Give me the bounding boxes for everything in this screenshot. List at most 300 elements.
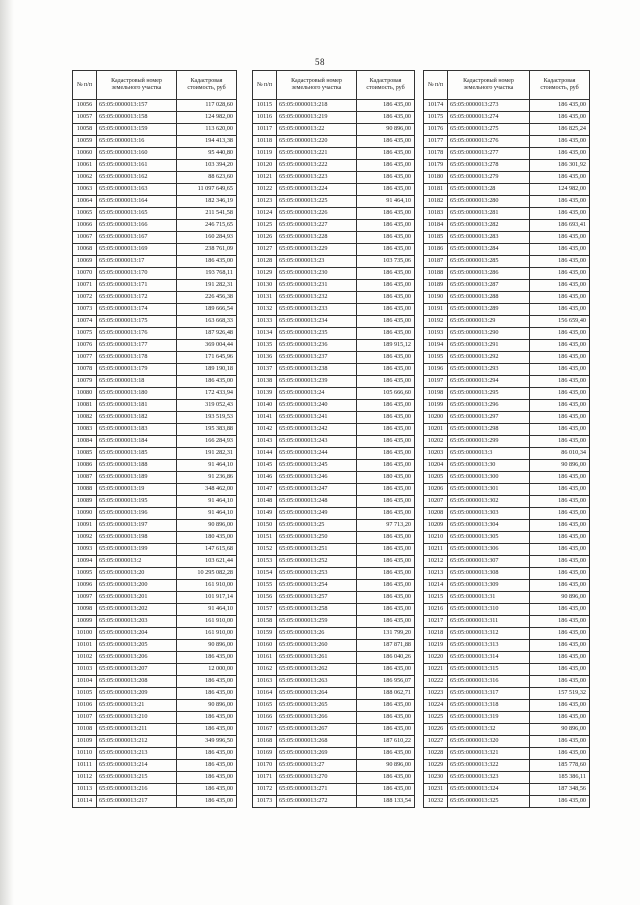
cadastral-value: 186 435,00: [357, 304, 415, 316]
cadastral-value: 189 190,18: [177, 364, 237, 376]
table-row: [424, 532, 590, 544]
cadastral-value: 186 435,00: [530, 664, 590, 676]
row-number: 10113: [73, 784, 97, 796]
cadastral-number: 65:05:0000013:227: [277, 220, 357, 232]
row-number: 10087: [73, 472, 97, 484]
row-number: 10157: [253, 604, 277, 616]
table-row: [424, 304, 590, 316]
table-row: [253, 196, 415, 208]
cadastral-value: 187 871,88: [357, 640, 415, 652]
header-cadastral-value: Кадастровая стоимость, руб: [530, 71, 590, 100]
table-row: [73, 136, 237, 148]
cadastral-number: 65:05:0000013:217: [97, 796, 177, 808]
cadastral-value: 186 435,00: [177, 712, 237, 724]
cadastral-number: 65:05:0000013:183: [97, 424, 177, 436]
cadastral-number: 65:05:0000013:231: [277, 280, 357, 292]
table-row: [73, 340, 237, 352]
cadastral-value: 101 917,14: [177, 592, 237, 604]
row-number: 10212: [424, 556, 448, 568]
cadastral-number: 65:05:0000013:295: [448, 388, 530, 400]
cadastral-number: 65:05:0000013:165: [97, 208, 177, 220]
row-number: 10083: [73, 424, 97, 436]
row-number: 10117: [253, 124, 277, 136]
row-number: 10057: [73, 112, 97, 124]
row-number: 10171: [253, 772, 277, 784]
cadastral-value: 186 435,00: [177, 724, 237, 736]
row-number: 10133: [253, 316, 277, 328]
row-number: 10071: [73, 280, 97, 292]
table-row: [253, 700, 415, 712]
table-row: [424, 208, 590, 220]
row-number: 10158: [253, 616, 277, 628]
row-number: 10105: [73, 688, 97, 700]
table-row: [424, 580, 590, 592]
cadastral-value: 163 668,33: [177, 316, 237, 328]
row-number: 10136: [253, 352, 277, 364]
cadastral-value: 186 435,00: [357, 148, 415, 160]
cadastral-value: 186 435,00: [357, 136, 415, 148]
table-row: [253, 544, 415, 556]
row-number: 10165: [253, 700, 277, 712]
cadastral-value: 90 896,00: [177, 640, 237, 652]
row-number: 10183: [424, 208, 448, 220]
row-number: 10224: [424, 700, 448, 712]
row-number: 10154: [253, 568, 277, 580]
cadastral-number: 65:05:0000013:159: [97, 124, 177, 136]
row-number: 10181: [424, 184, 448, 196]
cadastral-number: 65:05:0000013:324: [448, 784, 530, 796]
cadastral-number: 65:05:0000013:19: [97, 484, 177, 496]
cadastral-value: 186 435,00: [530, 580, 590, 592]
cadastral-value: 186 435,00: [530, 232, 590, 244]
cadastral-number: 65:05:0000013:24: [277, 388, 357, 400]
cadastral-number: 65:05:0000013:248: [277, 496, 357, 508]
table-row: [73, 652, 237, 664]
cadastral-number: 65:05:0000013:319: [448, 712, 530, 724]
table-row: [253, 640, 415, 652]
table-row: [73, 544, 237, 556]
cadastral-value: 12 000,00: [177, 664, 237, 676]
table-row: [424, 724, 590, 736]
table-row: [73, 124, 237, 136]
row-number: 10147: [253, 484, 277, 496]
table-row: [253, 460, 415, 472]
cadastral-value: 186 435,00: [530, 604, 590, 616]
table-row: [424, 376, 590, 388]
row-number: 10179: [424, 160, 448, 172]
row-number: 10150: [253, 520, 277, 532]
table-row: [253, 292, 415, 304]
table-row: [424, 352, 590, 364]
cadastral-number: 65:05:0000013:166: [97, 220, 177, 232]
cadastral-number: 65:05:0000013:275: [448, 124, 530, 136]
cadastral-value: 95 440,80: [177, 148, 237, 160]
cadastral-number: 65:05:0000013:20: [97, 568, 177, 580]
cadastral-value: 186 435,00: [530, 532, 590, 544]
table-row: [424, 184, 590, 196]
table-header-row: [73, 71, 237, 100]
cadastral-number: 65:05:0000013:3: [448, 448, 530, 460]
cadastral-number: 65:05:0000013:283: [448, 232, 530, 244]
cadastral-number: 65:05:0000013:289: [448, 304, 530, 316]
row-number: 10132: [253, 304, 277, 316]
cadastral-value: 186 435,00: [530, 508, 590, 520]
cadastral-number: 65:05:0000013:17: [97, 256, 177, 268]
table-row: [253, 628, 415, 640]
row-number: 10112: [73, 772, 97, 784]
row-number: 10166: [253, 712, 277, 724]
cadastral-number: 65:05:0000013:202: [97, 604, 177, 616]
row-number: 10064: [73, 196, 97, 208]
cadastral-number: 65:05:0000013:318: [448, 700, 530, 712]
table-row: [424, 400, 590, 412]
cadastral-value: 186 435,00: [530, 304, 590, 316]
table-row: [73, 496, 237, 508]
cadastral-value: 186 435,00: [530, 700, 590, 712]
table-row: [424, 172, 590, 184]
cadastral-value: 186 435,00: [530, 568, 590, 580]
table-row: [253, 688, 415, 700]
row-number: 10146: [253, 472, 277, 484]
cadastral-value: 186 435,00: [177, 688, 237, 700]
cadastral-number: 65:05:0000013:314: [448, 652, 530, 664]
table-row: [424, 292, 590, 304]
row-number: 10098: [73, 604, 97, 616]
cadastral-value: 180 435,00: [357, 472, 415, 484]
cadastral-number: 65:05:0000013:229: [277, 244, 357, 256]
row-number: 10075: [73, 328, 97, 340]
row-number: 10079: [73, 376, 97, 388]
cadastral-table-right: [423, 70, 590, 808]
row-number: 10162: [253, 664, 277, 676]
cadastral-value: 186 435,00: [177, 748, 237, 760]
table-row: [424, 784, 590, 796]
row-number: 10202: [424, 436, 448, 448]
cadastral-number: 65:05:0000013:238: [277, 364, 357, 376]
table-row: [424, 160, 590, 172]
row-number: 10068: [73, 244, 97, 256]
cadastral-number: 65:05:0000013:23: [277, 256, 357, 268]
table-row: [253, 592, 415, 604]
cadastral-value: 91 236,86: [177, 472, 237, 484]
row-number: 10174: [424, 100, 448, 112]
cadastral-number: 65:05:0000013:207: [97, 664, 177, 676]
cadastral-value: 186 435,00: [357, 244, 415, 256]
cadastral-number: 65:05:0000013:158: [97, 112, 177, 124]
cadastral-number: 65:05:0000013:288: [448, 292, 530, 304]
cadastral-value: 91 464,10: [177, 460, 237, 472]
cadastral-number: 65:05:0000013:263: [277, 676, 357, 688]
cadastral-value: 186 435,00: [530, 292, 590, 304]
row-number: 10192: [424, 316, 448, 328]
row-number: 10172: [253, 784, 277, 796]
cadastral-value: 124 982,00: [530, 184, 590, 196]
cadastral-value: 187 610,22: [357, 736, 415, 748]
row-number: 10215: [424, 592, 448, 604]
cadastral-value: 186 435,00: [530, 520, 590, 532]
row-number: 10080: [73, 388, 97, 400]
cadastral-value: 186 693,41: [530, 220, 590, 232]
table-row: [424, 424, 590, 436]
cadastral-value: 97 713,20: [357, 520, 415, 532]
cadastral-number: 65:05:0000013:291: [448, 340, 530, 352]
cadastral-number: 65:05:0000013:220: [277, 136, 357, 148]
table-row: [73, 508, 237, 520]
cadastral-value: 186 435,00: [177, 256, 237, 268]
cadastral-number: 65:05:0000013:160: [97, 148, 177, 160]
table-row: [424, 736, 590, 748]
header-row-number: № п/п: [73, 71, 97, 100]
cadastral-value: 186 435,00: [357, 232, 415, 244]
cadastral-number: 65:05:0000013:258: [277, 604, 357, 616]
row-number: 10226: [424, 724, 448, 736]
row-number: 10091: [73, 520, 97, 532]
cadastral-number: 65:05:0000013:322: [448, 760, 530, 772]
table-row: [424, 112, 590, 124]
row-number: 10213: [424, 568, 448, 580]
row-number: 10231: [424, 784, 448, 796]
row-number: 10097: [73, 592, 97, 604]
row-number: 10065: [73, 208, 97, 220]
table-row: [424, 544, 590, 556]
cadastral-number: 65:05:0000013:177: [97, 340, 177, 352]
row-number: 10206: [424, 484, 448, 496]
row-number: 10218: [424, 628, 448, 640]
cadastral-number: 65:05:0000013:239: [277, 376, 357, 388]
table-row: [73, 292, 237, 304]
row-number: 10070: [73, 268, 97, 280]
row-number: 10232: [424, 796, 448, 808]
table-row: [253, 208, 415, 220]
table-row: [424, 280, 590, 292]
row-number: 10084: [73, 436, 97, 448]
cadastral-number: 65:05:0000013:157: [97, 100, 177, 112]
cadastral-number: 65:05:0000013:247: [277, 484, 357, 496]
cadastral-number: 65:05:0000013:210: [97, 712, 177, 724]
row-number: 10077: [73, 352, 97, 364]
cadastral-value: 157 519,32: [530, 688, 590, 700]
cadastral-value: 186 435,00: [530, 136, 590, 148]
cadastral-number: 65:05:0000013:274: [448, 112, 530, 124]
cadastral-value: 185 778,60: [530, 760, 590, 772]
row-number: 10076: [73, 340, 97, 352]
cadastral-value: 186 435,00: [530, 436, 590, 448]
row-number: 10073: [73, 304, 97, 316]
row-number: 10093: [73, 544, 97, 556]
table-row: [424, 664, 590, 676]
row-number: 10090: [73, 508, 97, 520]
row-number: 10110: [73, 748, 97, 760]
cadastral-value: 186 435,00: [530, 472, 590, 484]
cadastral-number: 65:05:0000013:215: [97, 772, 177, 784]
table-row: [424, 616, 590, 628]
cadastral-number: 65:05:0000013:201: [97, 592, 177, 604]
row-number: 10131: [253, 292, 277, 304]
row-number: 10062: [73, 172, 97, 184]
cadastral-number: 65:05:0000013:169: [97, 244, 177, 256]
row-number: 10063: [73, 184, 97, 196]
cadastral-value: 90 896,00: [530, 724, 590, 736]
table-row: [73, 184, 237, 196]
row-number: 10188: [424, 268, 448, 280]
row-number: 10219: [424, 640, 448, 652]
table-row: [73, 772, 237, 784]
row-number: 10168: [253, 736, 277, 748]
cadastral-number: 65:05:0000013:267: [277, 724, 357, 736]
cadastral-value: 186 435,00: [530, 148, 590, 160]
cadastral-number: 65:05:0000013:294: [448, 376, 530, 388]
cadastral-number: 65:05:0000013:237: [277, 352, 357, 364]
table-row: [253, 508, 415, 520]
table-row: [424, 676, 590, 688]
cadastral-value: 349 996,50: [177, 736, 237, 748]
row-number: 10222: [424, 676, 448, 688]
cadastral-value: 160 284,93: [177, 232, 237, 244]
cadastral-number: 65:05:0000013:308: [448, 568, 530, 580]
cadastral-value: 226 456,38: [177, 292, 237, 304]
cadastral-value: 90 896,00: [177, 520, 237, 532]
cadastral-number: 65:05:0000013:230: [277, 268, 357, 280]
row-number: 10199: [424, 400, 448, 412]
cadastral-value: 186 435,00: [357, 160, 415, 172]
cadastral-value: 186 435,00: [530, 208, 590, 220]
cadastral-value: 186 435,00: [530, 400, 590, 412]
cadastral-value: 186 435,00: [357, 784, 415, 796]
cadastral-number: 65:05:0000013:316: [448, 676, 530, 688]
row-number: 10182: [424, 196, 448, 208]
row-number: 10203: [424, 448, 448, 460]
cadastral-value: 186 435,00: [357, 772, 415, 784]
row-number: 10128: [253, 256, 277, 268]
cadastral-number: 65:05:0000013:297: [448, 412, 530, 424]
row-number: 10108: [73, 724, 97, 736]
cadastral-number: 65:05:0000013:176: [97, 328, 177, 340]
table-row: [253, 256, 415, 268]
row-number: 10164: [253, 688, 277, 700]
cadastral-value: 186 435,00: [357, 364, 415, 376]
table-row: [253, 796, 415, 808]
cadastral-value: 186 435,00: [530, 100, 590, 112]
cadastral-number: 65:05:0000013:321: [448, 748, 530, 760]
row-number: 10088: [73, 484, 97, 496]
cadastral-value: 186 435,00: [357, 376, 415, 388]
cadastral-number: 65:05:0000013:277: [448, 148, 530, 160]
cadastral-number: 65:05:0000013:236: [277, 340, 357, 352]
cadastral-table-middle: [252, 70, 415, 808]
table-row: [73, 208, 237, 220]
row-number: 10143: [253, 436, 277, 448]
row-number: 10201: [424, 424, 448, 436]
cadastral-value: 186 435,00: [530, 340, 590, 352]
table-row: [424, 244, 590, 256]
table-row: [424, 592, 590, 604]
cadastral-value: 90 896,00: [357, 124, 415, 136]
table-row: [253, 448, 415, 460]
row-number: 10145: [253, 460, 277, 472]
cadastral-number: 65:05:0000013:221: [277, 148, 357, 160]
cadastral-number: 65:05:0000013:273: [448, 100, 530, 112]
cadastral-number: 65:05:0000013:204: [97, 628, 177, 640]
table-row: [73, 532, 237, 544]
cadastral-value: 186 435,00: [357, 280, 415, 292]
table-row: [253, 520, 415, 532]
cadastral-number: 65:05:0000013:28: [448, 184, 530, 196]
table-row: [73, 640, 237, 652]
cadastral-value: 186 435,00: [357, 400, 415, 412]
cadastral-number: 65:05:0000013:2: [97, 556, 177, 568]
cadastral-number: 65:05:0000013:311: [448, 616, 530, 628]
table-row: [424, 556, 590, 568]
table-row: [73, 700, 237, 712]
cadastral-number: 65:05:0000013:301: [448, 484, 530, 496]
cadastral-number: 65:05:0000013:211: [97, 724, 177, 736]
row-number: 10228: [424, 748, 448, 760]
row-number: 10116: [253, 112, 277, 124]
row-number: 10085: [73, 448, 97, 460]
table-row: [73, 460, 237, 472]
cadastral-value: 131 799,20: [357, 628, 415, 640]
cadastral-value: 186 435,00: [530, 364, 590, 376]
cadastral-value: 186 435,00: [357, 484, 415, 496]
row-number: 10208: [424, 508, 448, 520]
cadastral-number: 65:05:0000013:271: [277, 784, 357, 796]
table-row: [424, 328, 590, 340]
cadastral-value: 171 645,96: [177, 352, 237, 364]
cadastral-value: 186 435,00: [357, 424, 415, 436]
table-row: [253, 652, 415, 664]
table-row: [73, 472, 237, 484]
row-number: 10114: [73, 796, 97, 808]
table-row: [73, 736, 237, 748]
cadastral-number: 65:05:0000013:310: [448, 604, 530, 616]
cadastral-number: 65:05:0000013:315: [448, 664, 530, 676]
table-row: [73, 220, 237, 232]
cadastral-value: 186 435,00: [357, 448, 415, 460]
row-number: 10155: [253, 580, 277, 592]
table-row: [73, 664, 237, 676]
cadastral-value: 88 623,60: [177, 172, 237, 184]
table-row: [424, 748, 590, 760]
cadastral-number: 65:05:0000013:285: [448, 256, 530, 268]
row-number: 10061: [73, 160, 97, 172]
row-number: 10220: [424, 652, 448, 664]
cadastral-value: 188 062,71: [357, 688, 415, 700]
table-row: [73, 796, 237, 808]
cadastral-number: 65:05:0000013:298: [448, 424, 530, 436]
cadastral-value: 186 435,00: [357, 592, 415, 604]
cadastral-value: 186 435,00: [177, 760, 237, 772]
cadastral-value: 186 435,00: [357, 724, 415, 736]
table-row: [424, 460, 590, 472]
cadastral-number: 65:05:0000013:21: [97, 700, 177, 712]
row-number: 10221: [424, 664, 448, 676]
row-number: 10056: [73, 100, 97, 112]
cadastral-value: 103 621,44: [177, 556, 237, 568]
table-row: [73, 256, 237, 268]
cadastral-number: 65:05:0000013:305: [448, 532, 530, 544]
cadastral-number: 65:05:0000013:30: [448, 460, 530, 472]
cadastral-number: 65:05:0000013:265: [277, 700, 357, 712]
table-row: [73, 688, 237, 700]
cadastral-number: 65:05:0000013:225: [277, 196, 357, 208]
header-row-number: № п/п: [424, 71, 448, 100]
table-row: [253, 244, 415, 256]
cadastral-value: 90 896,00: [357, 760, 415, 772]
row-number: 10195: [424, 352, 448, 364]
cadastral-number: 65:05:0000013:185: [97, 448, 177, 460]
row-number: 10123: [253, 196, 277, 208]
row-number: 10229: [424, 760, 448, 772]
